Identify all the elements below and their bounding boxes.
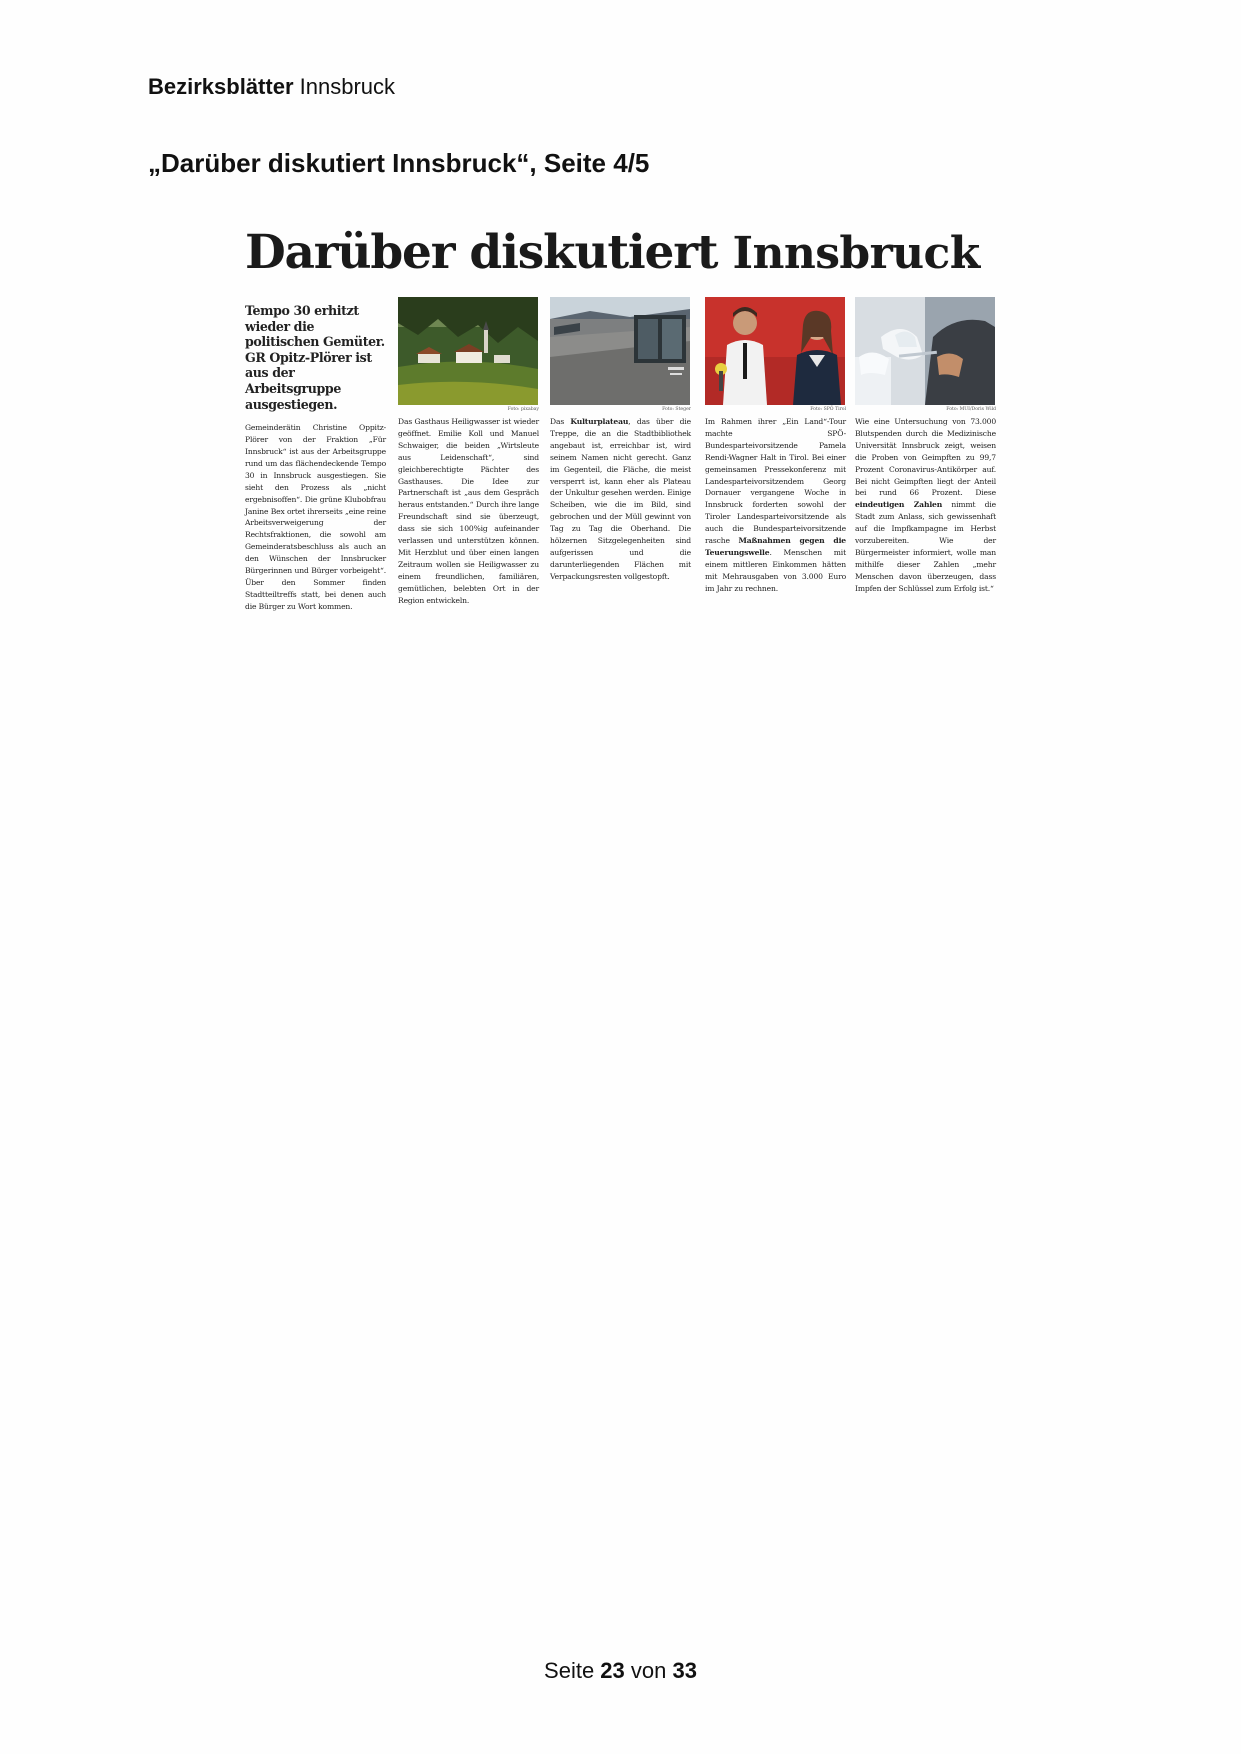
newspaper-clipping	[245, 225, 996, 615]
article-body: Im Rahmen ihrer „Ein Land“-Tour machte SPÖ-Bundesparteivorsitzende Pamela Rendi-Wagner Halt in Tirol. Bei einer gemeinsamen Pressekonferenz mit Landesparteivorsitzendem Georg Dornauer vergangene Woche in Innsbruck forderten sowohl der Tiroler Landesparteivorsitzende als auch die Bundesparteivorsitzende rasche Maßnahmen gegen die Teuerungswelle. Menschen mit einem mittleren Einkommen hätten mit Mehrausgaben von 3.000 Euro im Jahr zu rechnen.	[705, 417, 846, 593]
publisher-name: Bezirksblätter	[148, 74, 294, 99]
photo-credit: Foto: pixabay	[507, 407, 539, 412]
article-lead: Tempo 30 erhitzt wieder die politischen Gemüter. GR Opitz-Plörer ist aus der Arbeitsgruppe ausgestiegen.	[245, 303, 385, 412]
article-column-1	[245, 297, 386, 613]
plaza-photo-icon	[550, 297, 690, 405]
article-column-5	[855, 297, 996, 595]
total-pages: 33	[672, 1658, 697, 1683]
landscape-photo-icon	[398, 297, 538, 405]
article-column-3	[550, 297, 691, 583]
headline-part2: Innsbruck	[732, 228, 980, 279]
photo-credit: Foto: MUI/Doris Wild	[946, 407, 996, 412]
document-title: „Darüber diskutiert Innsbruck“, Seite 4/5	[148, 148, 650, 178]
photo-credit: Foto: SPÖ Tirol	[810, 407, 846, 412]
article-body: Gemeinderätin Christine Oppitz-Plörer von der Fraktion „Für Innsbruck“ ist aus der Arbeitsgruppe rund um das flächendeckende Tempo 30 in Innsbruck ausgestiegen. Sie sieht den Prozess als „nicht ergebnisoffen“. Die grüne Klubobfrau Janine Bex ortet ihrerseits „eine reine Arbeitsverweigerung der Rechtsfraktionen, die sowohl am Gemeinderatsbeschluss als auch an den Wünschen der Innsbrucker Bürgerinnen und Bürger vorbeigeht“. Über den Sommer finden Stadtteiltreffs statt, bei denen auch die Bürger zu Wort kommen.	[245, 423, 386, 611]
vaccination-photo-icon	[855, 297, 995, 405]
publisher-region: Innsbruck	[293, 74, 396, 99]
article-body: Das Kulturplateau, das über die Treppe, die an die Stadtbibliothek angebaut ist, erreichbar ist, wird seinem Namen nicht gerecht. Ganz im Gegenteil, die Fläche, die meist versperrt ist, kann eher als Plateau der Unkultur gesehen werden. Einige Scheiben, wie die im Bild, sind gebrochen und der Müll gewinnt von Tag zu Tag die Oberhand. Die hölzernen Sitzgelegenheiten sind aufgerissen und die darunterliegenden Flächen mit Verpackungsresten vollgestopft.	[550, 417, 691, 581]
current-page: 23	[600, 1658, 625, 1683]
article-body: Wie eine Untersuchung von 73.000 Blutspenden durch die Medizinische Universität Innsbruck zeigt, weisen die Proben von Geimpften zu 99,7 Prozent Coronavirus-Antikörper auf. Bei nicht Geimpften liegt der Anteil bei rund 66 Prozent. Diese eindeutigen Zahlen nimmt die Stadt zum Anlass, sich gewissenhaft auf die Impfkampagne im Herbst vorzubereiten. Wie der Bürgermeister informiert, wolle man mithilfe dieser Zahlen „mehr Menschen davon überzeugen, dass Impfen der Schlüssel zum Erfolg ist.“	[855, 417, 996, 593]
publisher-line	[148, 74, 395, 100]
headline-part1: Darüber diskutiert	[245, 225, 718, 280]
clipping-headline	[245, 225, 980, 280]
photo-credit: Foto: Steger	[662, 407, 691, 412]
article-column-4	[705, 297, 846, 595]
article-body: Das Gasthaus Heiligwasser ist wieder geöffnet. Emilie Koll und Manuel Schwaiger, die beiden „Wirtsleute aus Leidenschaft“, sind gleichberechtigte Pächter des Gasthauses. Die Idee zur Partnerschaft ist „aus dem Gespräch heraus entstanden.“ Durch ihre lange Freundschaft sind sie überzeugt, dass sie sich 100%ig aufeinander verlassen und unterstützen können. Mit Herzblut und über einen langen Zeitraum wollen sie Heiligwasser zu einem freundlichen, familiären, gemütlichen, belebten Ort in der Region entwickeln.	[398, 417, 539, 605]
press-conference-photo-icon	[705, 297, 845, 405]
article-column-2	[398, 297, 539, 607]
page-number: Seite 23 von 33	[544, 1658, 697, 1683]
